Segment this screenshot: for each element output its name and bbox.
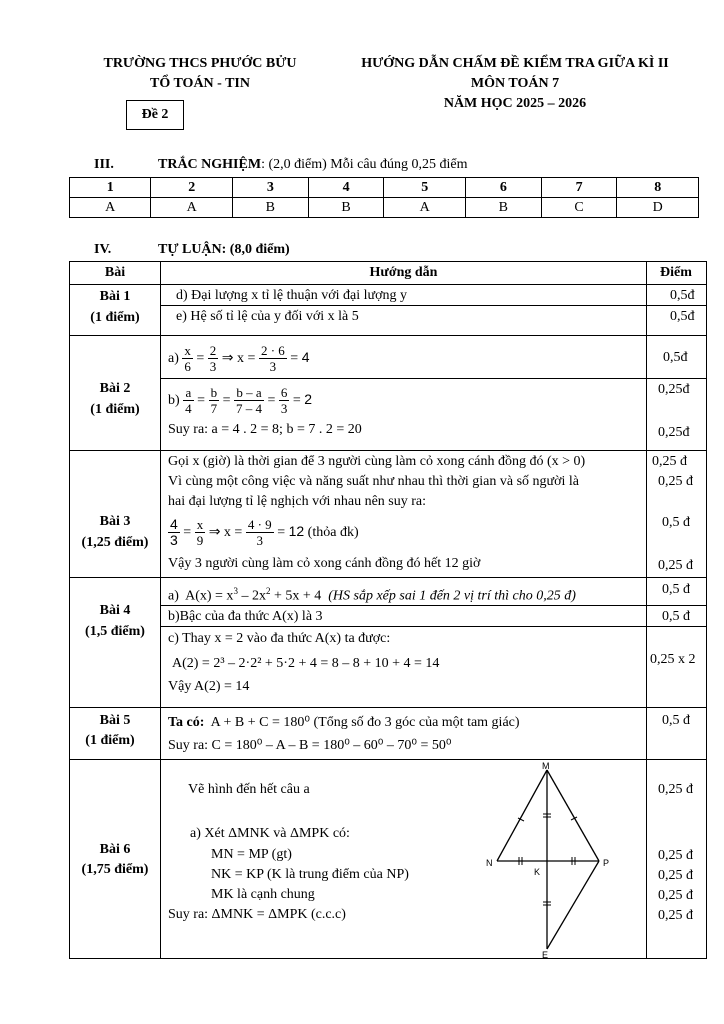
bai5-line2: Suy ra: C = 180⁰ – A – B = 180⁰ – 60⁰ – 70⁰ = 50⁰ [168, 738, 452, 753]
bai4-points: (1,5 điểm) [85, 624, 145, 639]
header-left [80, 54, 320, 94]
bai4-c2: A(2) = 2³ – 2·2² + 5·2 + 4 = 8 – 8 + 10 + 4 = 14 [172, 656, 440, 671]
label-n: N [486, 858, 493, 868]
question-number: 7 [541, 178, 617, 198]
col-bai-header: Bài [104, 265, 126, 280]
bai4-b: b)Bậc của đa thức A(x) là 3 [168, 609, 323, 624]
question-row [70, 178, 699, 198]
section3-heading [158, 157, 468, 173]
bai1-points: (1 điểm) [90, 310, 140, 325]
header-right [330, 54, 700, 114]
answer-cell: C [541, 198, 617, 218]
question-number: 3 [232, 178, 308, 198]
bai6-score3: 0,25 đ [658, 848, 693, 863]
bai2-name: Bài 2 [99, 381, 131, 396]
answer-cell: A [70, 198, 151, 218]
row-divider [160, 626, 706, 627]
bai3-score5: 0,25 đ [658, 558, 693, 573]
answer-cell: B [308, 198, 384, 218]
row-divider [70, 577, 706, 578]
bai4-name: Bài 4 [99, 603, 131, 618]
section3-num: III. [94, 157, 114, 172]
col-guide-header: Hướng dẫn [369, 265, 438, 280]
bai1-e: e) Hệ số tỉ lệ của y đối với x là 5 [176, 309, 359, 324]
edge-pe [547, 861, 599, 949]
bai6-line3: MN = MP (gt) [211, 847, 292, 862]
question-number: 8 [617, 178, 699, 198]
bai1-e-score: 0,5đ [670, 309, 695, 324]
bai3-points: (1,25 điểm) [81, 535, 149, 550]
bai3-condition-note: (thỏa đk) [307, 525, 359, 540]
bai3-line3: hai đại lượng tỉ lệ nghịch với nhau nên suy ra: [168, 494, 427, 509]
label-k: K [534, 867, 541, 877]
bai4-c-score: 0,25 x 2 [650, 652, 696, 667]
section3-title: TRẮC NGHIỆM [158, 157, 262, 172]
row-divider [70, 707, 706, 708]
bai6-line4: NK = KP (K là trung điểm của NP) [211, 867, 409, 882]
section4-title: TỰ LUẬN: (8,0 điểm) [158, 242, 290, 257]
bai5-line1-text: A + B + C = 180⁰ (Tổng số đo 3 góc của một tam giác) [210, 715, 520, 730]
question-number: 5 [384, 178, 465, 198]
answer-cell: A [384, 198, 465, 218]
bai6-score5: 0,25 đ [658, 888, 693, 903]
bai5-points: (1 điểm) [85, 733, 135, 748]
bai5-score: 0,5 đ [662, 713, 690, 728]
bai1-name: Bài 1 [99, 289, 131, 304]
bai3-score1: 0,25 đ [652, 454, 687, 469]
question-number: 4 [308, 178, 384, 198]
subject: MÔN TOÁN 7 [470, 76, 560, 91]
bai6-name: Bài 6 [99, 842, 131, 857]
bai6-score1: 0,25 đ [658, 782, 693, 797]
bai1-d: d) Đại lượng x tỉ lệ thuận với đại lượng y [176, 288, 408, 303]
question-number: 1 [70, 178, 151, 198]
bai6-line6: Suy ra: ΔMNK = ΔMPK (c.c.c) [168, 907, 346, 922]
label-p: P [603, 858, 610, 868]
col-divider [646, 262, 647, 958]
bai4-b-score: 0,5 đ [662, 609, 690, 624]
bai6-line1: Vẽ hình đến hết câu a [188, 782, 310, 797]
group-name: TỔ TOÁN - TIN [150, 76, 250, 91]
question-number: 2 [151, 178, 232, 198]
bai2-b-label: b) [168, 393, 180, 408]
school-year: NĂM HỌC 2025 – 2026 [443, 96, 587, 111]
bai2-b-score: 0,25đ [658, 382, 690, 397]
bai3-line1: Gọi x (giờ) là thời gian để 3 người cùng làm cỏ xong cánh đồng đó (x > 0) [168, 454, 586, 469]
col-score-header: Điểm [660, 265, 692, 280]
section4-num: IV. [94, 242, 112, 257]
bai4-c1: c) Thay x = 2 vào đa thức A(x) ta được: [168, 631, 391, 646]
bai5-name: Bài 5 [99, 713, 131, 728]
bai3-score4: 0,5 đ [662, 515, 690, 530]
bai3-line5: Vậy 3 người cùng làm cỏ xong cánh đồng đó hết 12 giờ [168, 556, 481, 571]
bai6-line5: MK là cạnh chung [211, 887, 315, 902]
section3-desc: : (2,0 điểm) Mỗi câu đúng 0,25 điểm [261, 157, 468, 172]
bai2-b: b) $\frac{a}{4}$ = $\frac{b}{7}$ = $\frac{b - a}{7 - 4}$ = $\frac{6}{3}$ = 2 [168, 385, 313, 417]
bai2-a-label: a) [168, 351, 179, 366]
answer-table [69, 177, 699, 218]
bai1-d-score: 0,5đ [670, 288, 695, 303]
bai2-a-score: 0,5đ [663, 350, 688, 365]
doc-title: HƯỚNG DẪN CHẤM ĐỀ KIỂM TRA GIỮA KÌ II [361, 56, 669, 71]
exam-code-box: Đề 2 [126, 100, 184, 130]
bai6-points: (1,75 điểm) [81, 862, 149, 877]
bai6-line2: a) Xét ΔMNK và ΔMPK có: [190, 826, 350, 841]
bai3-line2: Vì cùng một công việc và năng suất như nhau thì thời gian và số người là [168, 474, 580, 489]
triangle-figure [480, 760, 630, 958]
bai6-score4: 0,25 đ [658, 868, 693, 883]
label-m: M [542, 761, 550, 771]
bai4-a: a) $A(x) = x^3 - 2x^2 + 5x + 4$ (HS sắp xếp sai 1 đến 2 vị trí thì cho 0,25 đ) [168, 586, 576, 604]
bai2-a: a) $\frac{x}{6}$ = $\frac{2}{3}$ ⇒ x = $\frac{2 \cdot 6}{3}$ = 4 [168, 343, 310, 375]
answer-row [70, 198, 699, 218]
bai4-a-note: (HS sắp xếp sai 1 đến 2 vị trí thì cho 0,25 đ) [328, 588, 576, 604]
edge-mp [547, 770, 599, 861]
school-name: TRƯỜNG THCS PHƯỚC BỬU [103, 56, 297, 71]
row-divider [70, 284, 706, 285]
row-divider [70, 450, 706, 451]
label-e: E [542, 950, 549, 958]
row-divider [160, 305, 706, 306]
bai4-a-score: 0,5 đ [662, 582, 690, 597]
bai5-line1 [168, 713, 520, 732]
bai4-c3: Vậy A(2) = 14 [168, 679, 250, 694]
bai2-c: Suy ra: a = 4 . 2 = 8; b = 7 . 2 = 20 [168, 422, 362, 437]
answer-cell: B [232, 198, 308, 218]
answer-cell: D [617, 198, 699, 218]
row-divider [70, 335, 706, 336]
answer-cell: B [465, 198, 541, 218]
edge-mn [497, 770, 547, 861]
bai6-score6: 0,25 đ [658, 908, 693, 923]
col-divider [160, 262, 161, 958]
answer-cell: A [151, 198, 232, 218]
essay-table [69, 261, 707, 959]
bai2-points: (1 điểm) [90, 402, 140, 417]
bai3-equation: $\frac{4}{3}$ = $\frac{x}{9}$ ⇒ x = $\frac{4 \cdot 9}{3}$ = 12 (thỏa đk) [170, 516, 359, 549]
question-number: 6 [465, 178, 541, 198]
bai2-c-score: 0,25đ [658, 425, 690, 440]
bai5-given: Ta có: [168, 715, 205, 730]
bai3-name: Bài 3 [99, 514, 131, 529]
row-divider [160, 378, 706, 379]
bai3-score2: 0,25 đ [658, 474, 693, 489]
